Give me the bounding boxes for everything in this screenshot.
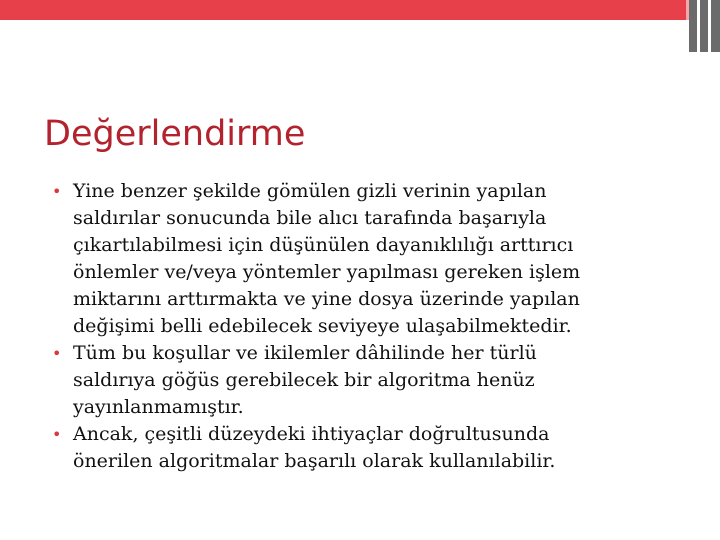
bullet-line: saldırıya göğüs gerebilecek bir algoritma henüz bbox=[73, 369, 535, 391]
bullet-item bbox=[52, 421, 692, 475]
bullet-icon: • bbox=[52, 182, 62, 201]
bullet-icon: • bbox=[52, 344, 62, 363]
bullet-item bbox=[52, 178, 692, 340]
bullet-line: saldırılar sonucunda bile alıcı tarafında başarıyla bbox=[73, 207, 547, 229]
bullet-line: önerilen algoritmalar başarılı olarak kullanılabilir. bbox=[73, 450, 556, 472]
bullet-line: değişimi belli edebilecek seviyeye ulaşabilmektedir. bbox=[73, 315, 572, 337]
bullet-icon: • bbox=[52, 425, 62, 444]
top-red-bar bbox=[0, 0, 686, 20]
bullet-item bbox=[52, 340, 692, 421]
top-dark-bar-2 bbox=[700, 0, 708, 52]
bullet-line: Yine benzer şekilde gömülen gizli verinin yapılan bbox=[73, 180, 547, 202]
bullet-line: yayınlanmamıştır. bbox=[73, 396, 244, 418]
top-dark-bar-1 bbox=[689, 0, 697, 52]
bullet-line: miktarını arttırmakta ve yine dosya üzerinde yapılan bbox=[73, 288, 580, 310]
bullet-line: önlemler ve/veya yöntemler yapılması gereken işlem bbox=[73, 261, 581, 283]
bullet-line: Tüm bu koşullar ve ikilemler dâhilinde her türlü bbox=[73, 342, 537, 364]
bullet-list bbox=[52, 178, 692, 475]
top-dark-bar-3 bbox=[711, 0, 720, 52]
slide-title: Değerlendirme bbox=[44, 114, 306, 154]
bullet-line: Ancak, çeşitli düzeydeki ihtiyaçlar doğrultusunda bbox=[73, 423, 550, 445]
bullet-line: çıkartılabilmesi için düşünülen dayanıklılığı arttırıcı bbox=[73, 234, 574, 256]
